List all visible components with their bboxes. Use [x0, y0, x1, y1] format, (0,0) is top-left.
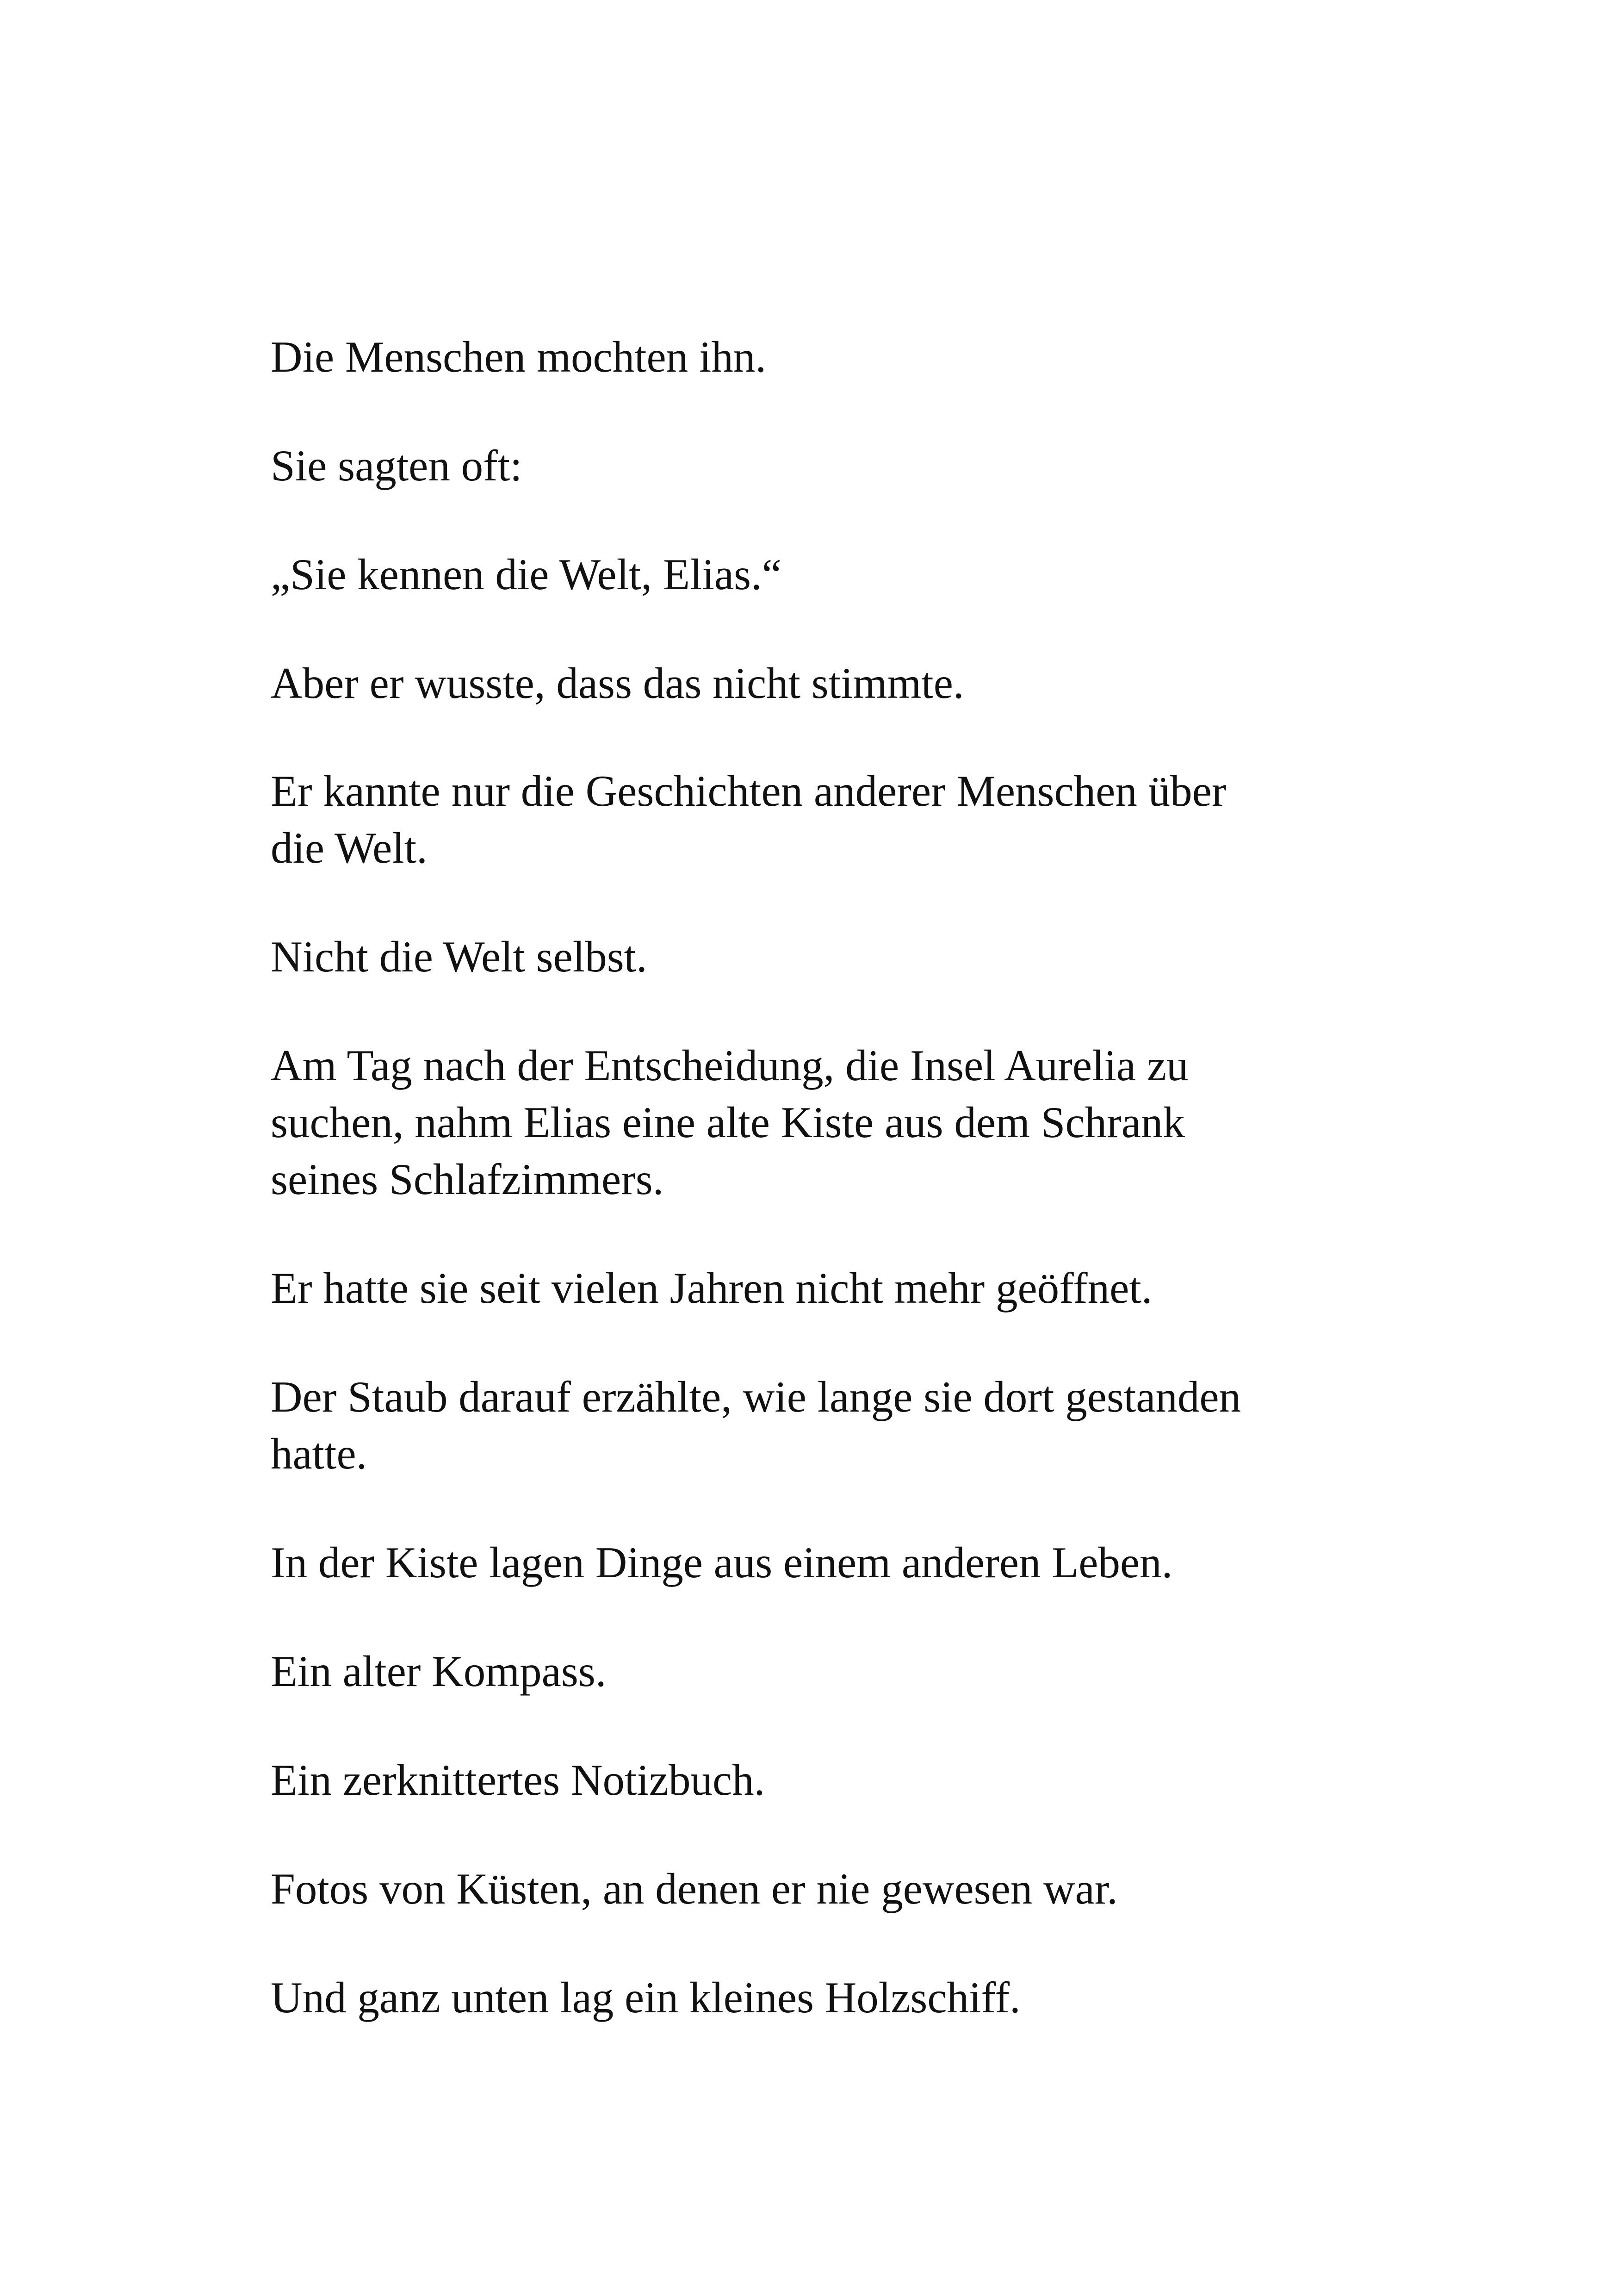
story-text	[271, 329, 1349, 2026]
paragraph-fotos: Fotos von Küsten, an denen er nie gewesen war.	[271, 1864, 1118, 1913]
paragraph-notizbuch: Ein zerknittertes Notizbuch.	[271, 1755, 765, 1804]
paragraph-geschichten: Er kannte nur die Geschichten anderer Menschen über die Welt.	[271, 766, 1227, 872]
paragraph-menschen-mochten: Die Menschen mochten ihn.	[271, 332, 767, 381]
paragraph-wusste: Aber er wusste, dass das nicht stimmte.	[271, 659, 964, 708]
paragraph-staub: Der Staub darauf erzählte, wie lange sie dort gestanden hatte.	[271, 1372, 1241, 1478]
paragraph-quote: „Sie kennen die Welt, Elias.“	[271, 550, 781, 599]
paragraph-kompass: Ein alter Kompass.	[271, 1647, 607, 1696]
paragraph-kiste: In der Kiste lagen Dinge aus einem anderen Leben.	[271, 1538, 1173, 1587]
paragraph-entscheidung: Am Tag nach der Entscheidung, die Insel Aurelia zu suchen, nahm Elias eine alte Kiste aus dem Schrank seines Schlafzimmers.	[271, 1041, 1189, 1204]
paragraph-holzschiff: Und ganz unten lag ein kleines Holzschiff.	[271, 1973, 1021, 2022]
paragraph-sagten-oft: Sie sagten oft:	[271, 441, 522, 490]
paragraph-geoeffnet: Er hatte sie seit vielen Jahren nicht mehr geöffnet.	[271, 1263, 1153, 1313]
paragraph-nicht-die-welt: Nicht die Welt selbst.	[271, 932, 647, 981]
